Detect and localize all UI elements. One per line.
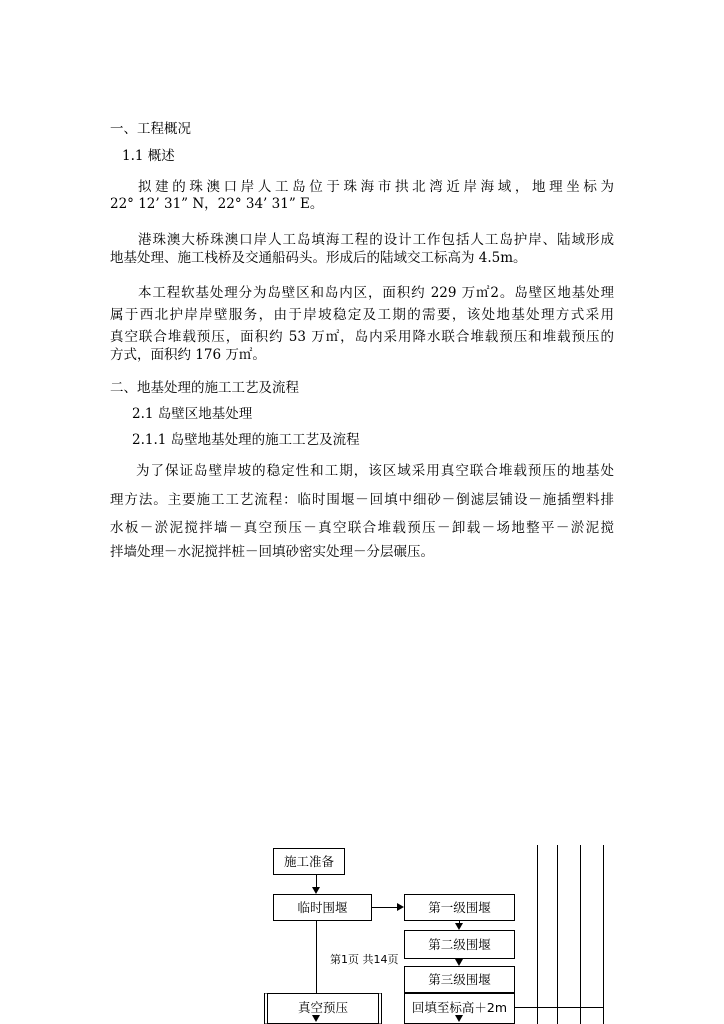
paragraph-3-line-4: 方式，面积约 176 万㎡。: [110, 347, 266, 363]
arrowhead-c2-down: [455, 959, 463, 966]
flowchart-right-line-2: [557, 845, 558, 1024]
flowchart-right-line-1: [537, 845, 538, 1024]
arrow-line-temp-right: [372, 907, 397, 908]
paragraph-1-line-1: 拟建的珠澳口岸人工岛位于珠海市拱北湾近岸海域，地理坐标为: [138, 179, 614, 195]
paragraph-4-line-2: 理方法。主要施工工艺流程：临时围堰－回填中细砂－倒滤层铺设－施插塑料排: [110, 492, 614, 508]
section-1-1-heading: 1.1 概述: [122, 148, 175, 164]
paragraph-3-line-3: 真空联合堆载预压，面积约 53 万㎡，岛内采用降水联合堆载预压和堆载预压的: [110, 329, 614, 345]
flow-box-backfill: 回填至标高＋2m: [404, 993, 515, 1024]
section-2-1-heading: 2.1 岛壁区地基处理: [132, 406, 253, 422]
paragraph-3-line-1: 本工程软基处理分为岛壁区和岛内区，面积约 229 万㎡2。岛壁区地基处理: [138, 285, 614, 301]
paragraph-3-line-2: 属于西北护岸岸壁服务，由于岸坡稳定及工期的需要，该处地基处理方式采用: [110, 307, 614, 323]
arrowhead-c1-down: [455, 923, 463, 930]
flow-box-vacuum: 真空预压: [264, 993, 382, 1024]
paragraph-4-line-4: 拌墙处理－水泥搅拌桩－回填砂密实处理－分层碾压。: [110, 544, 434, 560]
paragraph-2-line-1: 港珠澳大桥珠澳口岸人工岛填海工程的设计工作包括人工岛护岸、陆域形成: [138, 232, 614, 248]
arrowhead-vacuum-down: [312, 1015, 320, 1022]
flowchart-right-line-3: [580, 845, 581, 1024]
arrow-line-prep-down: [316, 875, 317, 887]
section-1-heading: 一、工程概况: [110, 121, 191, 137]
arrow-line-temp-down: [316, 921, 317, 993]
flow-link-right: [515, 1007, 603, 1008]
arrowhead-prep-down: [312, 887, 320, 894]
paragraph-4-line-1: 为了保证岛壁岸坡的稳定性和工期，该区域采用真空联合堆载预压的地基处: [136, 463, 614, 479]
paragraph-2-line-2: 地基处理、施工栈桥及交通船码头。形成后的陆域交工标高为 4.5m。: [110, 250, 527, 266]
arrowhead-backfill-down: [455, 1015, 463, 1022]
section-2-heading: 二、地基处理的施工工艺及流程: [110, 380, 299, 396]
arrowhead-temp-right: [397, 903, 404, 911]
flowchart-right-line-4: [603, 845, 604, 1024]
flow-box-cofferdam-2: 第二级围堰: [404, 930, 515, 959]
flow-box-temp-cofferdam: 临时围堰: [273, 894, 372, 921]
flow-box-cofferdam-3: 第三级围堰: [404, 966, 515, 993]
flow-box-prep: 施工准备: [273, 848, 345, 875]
paragraph-4-line-3: 水板－淤泥搅拌墙－真空预压－真空联合堆载预压－卸载－场地整平－淤泥搅: [110, 520, 614, 536]
paragraph-1-line-2: 22° 12’ 31” N，22° 34’ 31” E。: [110, 196, 324, 212]
section-2-1-1-heading: 2.1.1 岛壁地基处理的施工工艺及流程: [132, 432, 360, 448]
page-footer: 第1页 共14页: [330, 953, 399, 966]
flow-box-cofferdam-1: 第一级围堰: [404, 894, 515, 921]
